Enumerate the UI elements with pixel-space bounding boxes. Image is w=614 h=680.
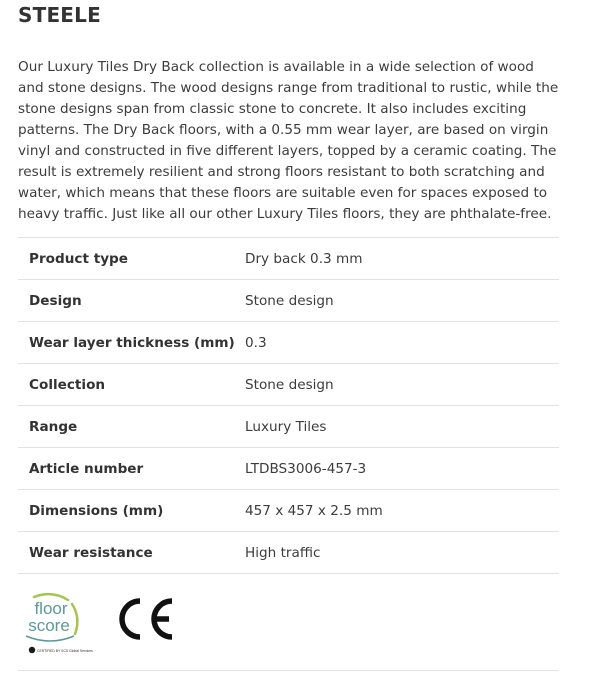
- spec-row-design: [18, 280, 559, 322]
- floorscore-arc-right-icon: [72, 604, 77, 634]
- spec-value: LTDBS3006-457-3: [245, 460, 367, 477]
- spec-value: Stone design: [245, 376, 334, 393]
- floorscore-tagline: CERTIFIED BY SCS Global Services: [37, 649, 93, 653]
- spec-row-range: [18, 406, 559, 448]
- spec-row-collection: [18, 364, 559, 406]
- certification-logos: [18, 574, 559, 671]
- scs-badge-icon: [29, 647, 35, 653]
- spec-row-wear-resistance: [18, 532, 559, 574]
- product-page: [18, 0, 559, 671]
- spec-row-article-number: [18, 448, 559, 490]
- spec-label: Product type: [29, 250, 129, 267]
- spec-label: Range: [29, 418, 78, 435]
- product-description: Our Luxury Tiles Dry Back collection is available in a wide selection of wood and stone designs. The wood designs range from traditional to rustic, while the stone designs span from classic stone to concrete. It also includes exciting patterns. The Dry Back floors, with a 0.55 mm wear layer, are based on virgin vinyl and constructed in five different layers, topped by a ceramic coating. The result is extremely resilient and strong floors resistant to both scratching and water, which means that these floors are suitable even for spaces exposed to heavy traffic. Just like all our other Luxury Tiles floors, they are phthalate-free.: [18, 59, 559, 222]
- ce-mark-text: CE: [144, 624, 146, 625]
- spec-table: [18, 237, 559, 574]
- floorscore-word-floor: floor: [34, 599, 68, 618]
- spec-label: Article number: [29, 460, 144, 477]
- spec-label: Wear resistance: [29, 544, 153, 561]
- spec-row-product-type: [18, 238, 559, 280]
- spec-value: High traffic: [245, 544, 321, 561]
- spec-value: 0.3: [245, 334, 267, 351]
- spec-value: Dry back 0.3 mm: [245, 250, 363, 267]
- ce-c-shape-icon: [122, 601, 140, 637]
- floorscore-swoosh-icon: [26, 636, 74, 641]
- ce-mark-icon: [114, 596, 176, 642]
- spec-label: Design: [29, 292, 82, 309]
- spec-value: Stone design: [245, 292, 334, 309]
- spec-label: Wear layer thickness (mm): [29, 334, 235, 351]
- floorscore-word-score: score: [28, 616, 70, 635]
- spec-row-wear-layer-thickness: [18, 322, 559, 364]
- spec-label: Collection: [29, 376, 106, 393]
- ce-e-shape-icon: [154, 601, 172, 637]
- spec-value: Luxury Tiles: [245, 418, 327, 435]
- product-title: STEELE: [18, 3, 101, 27]
- spec-row-dimensions: [18, 490, 559, 532]
- floorscore-logo-icon: [20, 592, 93, 656]
- spec-value: 457 x 457 x 2.5 mm: [245, 502, 383, 519]
- spec-label: Dimensions (mm): [29, 502, 164, 519]
